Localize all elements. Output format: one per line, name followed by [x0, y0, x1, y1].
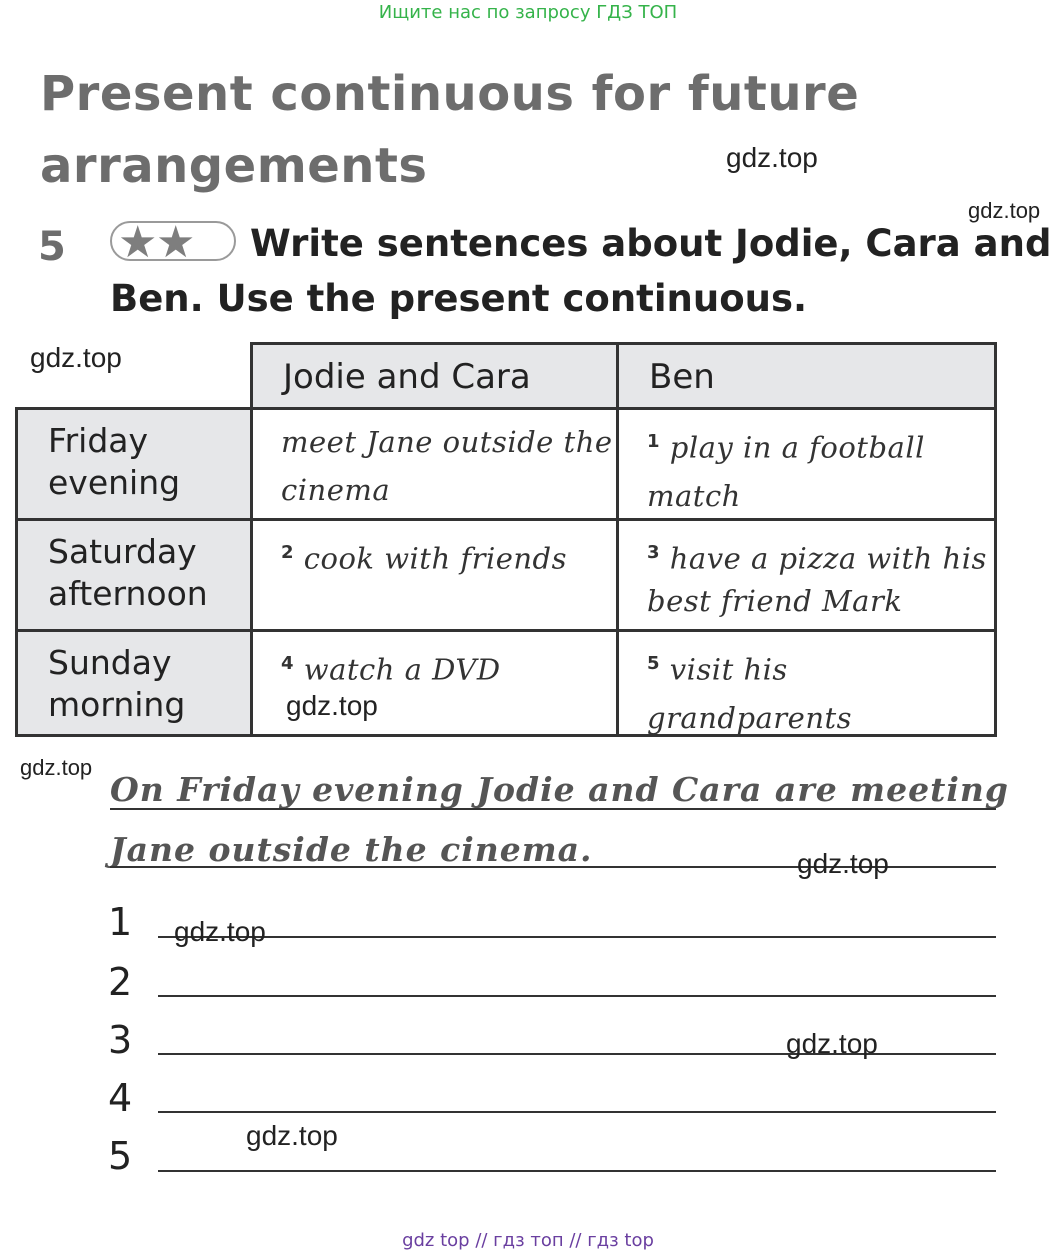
watermark: gdz.top	[286, 690, 378, 721]
cell-text-line-1	[647, 640, 994, 742]
watermark: gdz.top	[30, 342, 122, 373]
answer-line-1[interactable]	[158, 936, 996, 938]
watermark: gdz.top	[968, 198, 1041, 223]
watermark: gdz.top	[174, 916, 266, 947]
cell-text: cook with friends	[303, 541, 568, 576]
example-answer-line-1: On Friday evening Jodie and Cara are meeting	[110, 770, 1009, 809]
watermark: gdz.top	[797, 848, 889, 879]
header-label: Jodie and Cara	[283, 357, 531, 397]
item-number: 2	[281, 542, 295, 563]
answer-line	[110, 808, 996, 810]
page-title-line-1: Present continuous for future	[40, 66, 860, 122]
header-cell-ben	[616, 342, 997, 410]
cell-text-line-1: meet Jane outside the	[281, 425, 613, 459]
item-number: 1	[647, 431, 661, 452]
item-number: 5	[647, 653, 661, 674]
header-label: Ben	[649, 357, 715, 397]
cell-friday-jodie-cara	[250, 407, 619, 521]
top-search-note: Ищите нас по запросу ГДЗ ТОП	[378, 2, 678, 23]
star-icon: ★	[118, 218, 158, 267]
answer-number: 3	[108, 1018, 133, 1062]
row-label-friday	[15, 407, 253, 521]
page-title-line-2: arrangements	[40, 138, 428, 194]
exercise-number: 5	[38, 224, 66, 270]
watermark: gdz.top	[726, 142, 818, 173]
row-label-line-2: morning	[48, 685, 186, 724]
cell-friday-ben	[616, 407, 997, 521]
cell-text-line-1	[281, 640, 501, 694]
item-number: 4	[281, 653, 295, 674]
row-label-line-1: Sunday	[48, 643, 172, 682]
answer-line-2[interactable]	[158, 995, 996, 997]
answer-number: 2	[108, 960, 133, 1004]
answer-number: 5	[108, 1134, 133, 1178]
row-label-sunday	[15, 629, 253, 737]
cell-sunday-jodie-cara	[250, 629, 619, 737]
row-label-line-1: Saturday	[48, 532, 197, 571]
answer-line-4[interactable]	[158, 1111, 996, 1113]
cell-text: have a pizza with his	[669, 541, 987, 576]
row-label-line-2: evening	[48, 463, 181, 502]
watermark: gdz.top	[246, 1120, 338, 1151]
cell-text-line-1	[647, 418, 994, 520]
cell-text-line-1	[281, 529, 567, 583]
header-cell-jodie-cara	[250, 342, 619, 410]
instruction-line-2: Ben. Use the present continuous.	[110, 277, 808, 320]
star-icon: ★	[156, 218, 196, 267]
answer-line-5[interactable]	[158, 1170, 996, 1172]
instruction-line-1: Write sentences about Jodie, Cara and	[250, 222, 1052, 265]
example-answer-line-2: Jane outside the cinema.	[110, 830, 593, 869]
cell-saturday-jodie-cara	[250, 518, 619, 632]
item-number: 3	[647, 542, 661, 563]
row-label-line-1: Friday	[48, 421, 149, 460]
difficulty-badge	[110, 218, 236, 267]
cell-text: visit his grandparents	[647, 652, 853, 735]
watermark: gdz.top	[786, 1028, 878, 1059]
cell-sunday-ben	[616, 629, 997, 737]
cell-text-line-1	[647, 529, 987, 583]
answer-number: 1	[108, 900, 133, 944]
cell-text: watch a DVD	[303, 652, 501, 687]
cell-text: play in a football match	[647, 430, 925, 513]
cell-saturday-ben	[616, 518, 997, 632]
row-label-saturday	[15, 518, 253, 632]
footer-note: gdz top // гдз топ // гдз top	[402, 1230, 654, 1251]
cell-text-line-2: best friend Mark	[647, 584, 903, 618]
answer-number: 4	[108, 1076, 133, 1120]
cell-text-line-2: cinema	[281, 473, 391, 507]
row-label-line-2: afternoon	[48, 574, 208, 613]
watermark: gdz.top	[20, 755, 93, 780]
